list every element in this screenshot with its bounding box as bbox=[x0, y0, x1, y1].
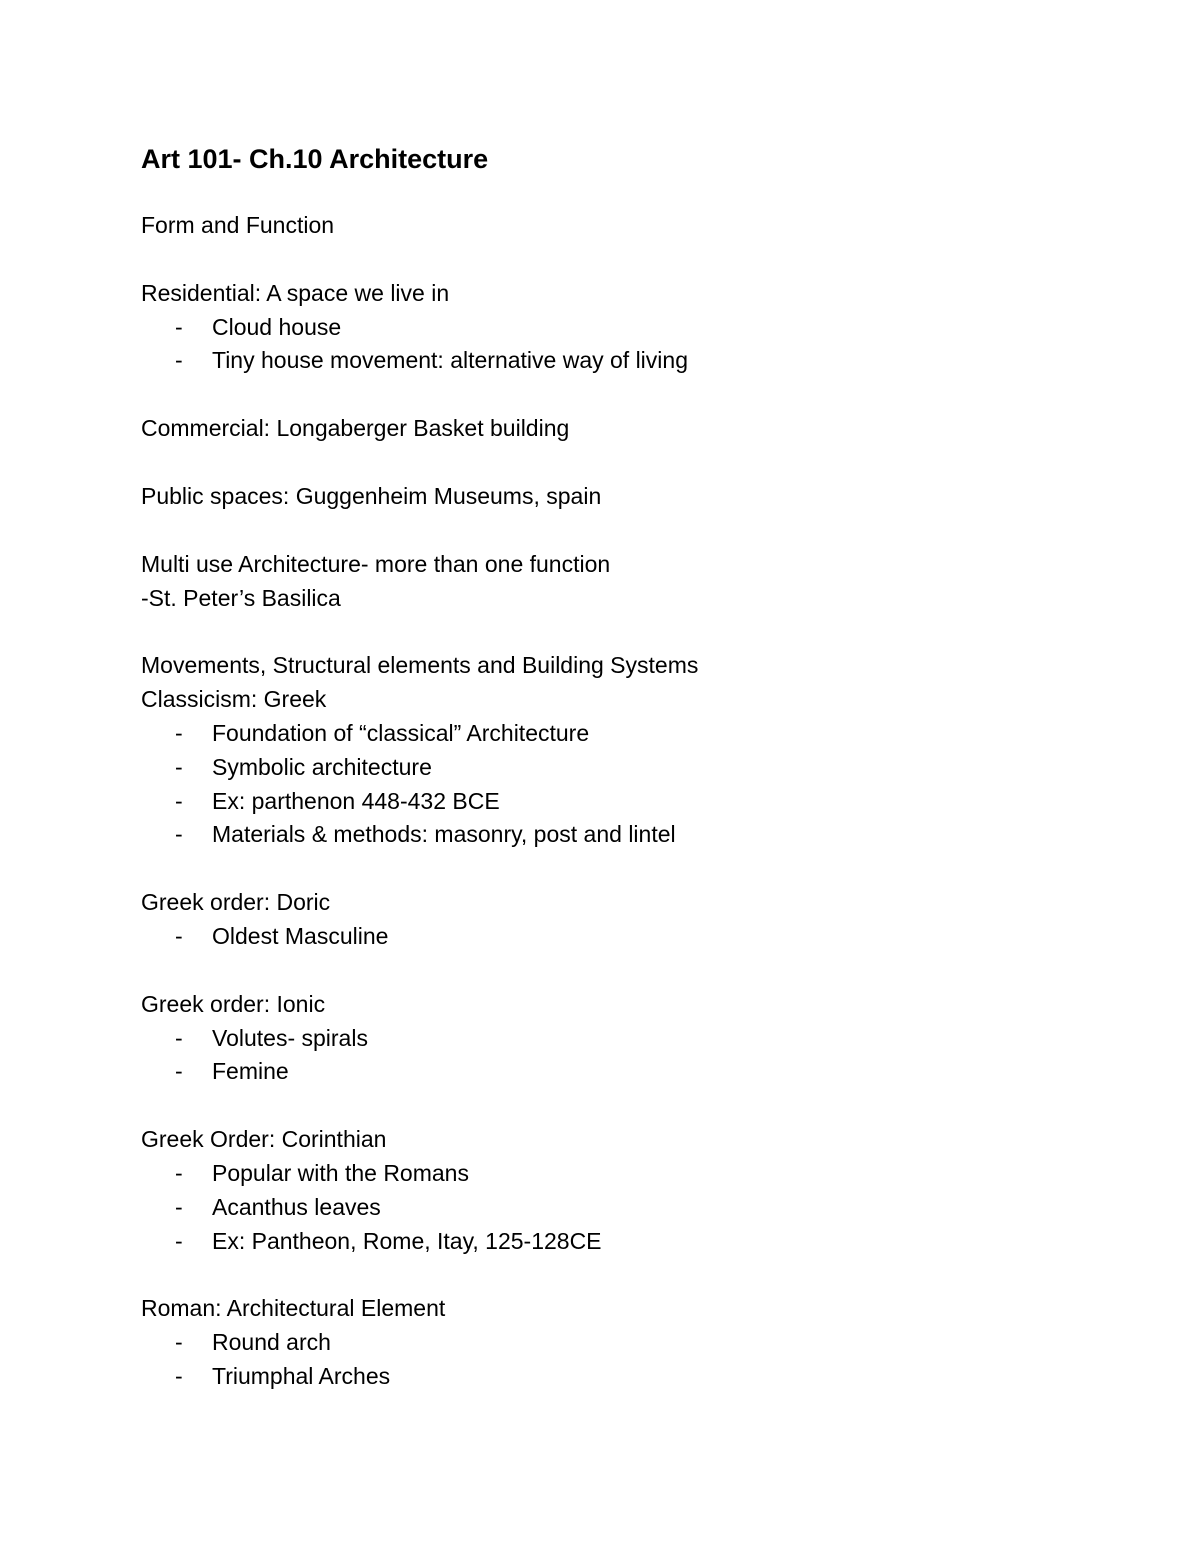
section bbox=[141, 277, 1101, 378]
section-heading: Greek order: Doric bbox=[141, 889, 331, 916]
section bbox=[141, 886, 1101, 954]
document-body bbox=[141, 209, 1101, 1394]
bullet-marker: - bbox=[175, 719, 183, 746]
section bbox=[141, 988, 1101, 1089]
section-line: Classicism: Greek bbox=[141, 686, 327, 713]
bullet-marker: - bbox=[175, 1227, 183, 1254]
bullet-item bbox=[141, 1326, 1101, 1360]
bullet-text: Acanthus leaves bbox=[212, 1193, 381, 1220]
section bbox=[141, 649, 1101, 852]
document-page bbox=[141, 141, 1101, 1428]
bullet-item bbox=[141, 920, 1101, 954]
bullet-text: Ex: Pantheon, Rome, Itay, 125-128CE bbox=[212, 1227, 602, 1254]
bullet-item bbox=[141, 1360, 1101, 1394]
bullet-text: Symbolic architecture bbox=[212, 753, 432, 780]
bullet-text: Foundation of “classical” Architecture bbox=[212, 719, 590, 746]
bullet-marker: - bbox=[175, 347, 183, 374]
bullet-text: Materials & methods: masonry, post and lintel bbox=[212, 821, 676, 848]
bullet-marker: - bbox=[175, 1362, 183, 1389]
bullet-text: Cloud house bbox=[212, 313, 342, 340]
bullet-marker: - bbox=[175, 1058, 183, 1085]
bullet-text: Oldest Masculine bbox=[212, 922, 389, 949]
bullet-item bbox=[141, 717, 1101, 751]
section-heading: Movements, Structural elements and Building Systems bbox=[141, 652, 699, 679]
bullet-marker: - bbox=[175, 821, 183, 848]
section-heading: Form and Function bbox=[141, 212, 335, 238]
bullet-item bbox=[141, 1022, 1101, 1056]
bullet-item bbox=[141, 311, 1101, 345]
bullet-item bbox=[141, 751, 1101, 785]
bullet-text: Volutes- spirals bbox=[212, 1024, 368, 1051]
bullet-text: Triumphal Arches bbox=[212, 1362, 391, 1389]
bullet-text: Ex: parthenon 448-432 BCE bbox=[212, 787, 500, 814]
bullet-marker: - bbox=[175, 1193, 183, 1220]
section bbox=[141, 480, 1101, 514]
section-heading: Residential: A space we live in bbox=[141, 279, 450, 306]
bullet-item bbox=[141, 1191, 1101, 1225]
bullet-marker: - bbox=[175, 1024, 183, 1051]
section bbox=[141, 1292, 1101, 1393]
bullet-marker: - bbox=[175, 313, 183, 340]
section-heading: Greek Order: Corinthian bbox=[141, 1126, 387, 1153]
section-heading: Greek order: Ionic bbox=[141, 990, 326, 1017]
bullet-marker: - bbox=[175, 922, 183, 949]
section-heading: Multi use Architecture- more than one function bbox=[141, 550, 611, 577]
bullet-item bbox=[141, 344, 1101, 378]
bullet-item bbox=[141, 1225, 1101, 1259]
section-heading: Public spaces: Guggenheim Museums, spain bbox=[141, 482, 602, 509]
bullet-text: Tiny house movement: alternative way of living bbox=[212, 347, 688, 374]
bullet-item bbox=[141, 785, 1101, 819]
bullet-marker: - bbox=[175, 787, 183, 814]
section bbox=[141, 548, 1101, 616]
section bbox=[141, 1123, 1101, 1258]
section-heading: Roman: Architectural Element bbox=[141, 1295, 446, 1322]
bullet-marker: - bbox=[175, 753, 183, 780]
section-line: -St. Peter’s Basilica bbox=[141, 584, 341, 611]
bullet-text: Femine bbox=[212, 1058, 289, 1085]
bullet-text: Popular with the Romans bbox=[212, 1159, 469, 1186]
bullet-marker: - bbox=[175, 1329, 183, 1356]
bullet-item bbox=[141, 818, 1101, 852]
bullet-marker: - bbox=[175, 1159, 183, 1186]
bullet-item bbox=[141, 1157, 1101, 1191]
bullet-item bbox=[141, 1055, 1101, 1089]
section-heading: Commercial: Longaberger Basket building bbox=[141, 415, 570, 442]
bullet-text: Round arch bbox=[212, 1329, 331, 1356]
section bbox=[141, 412, 1101, 446]
document-title: Art 101- Ch.10 Architecture bbox=[141, 144, 489, 174]
section bbox=[141, 209, 1101, 243]
